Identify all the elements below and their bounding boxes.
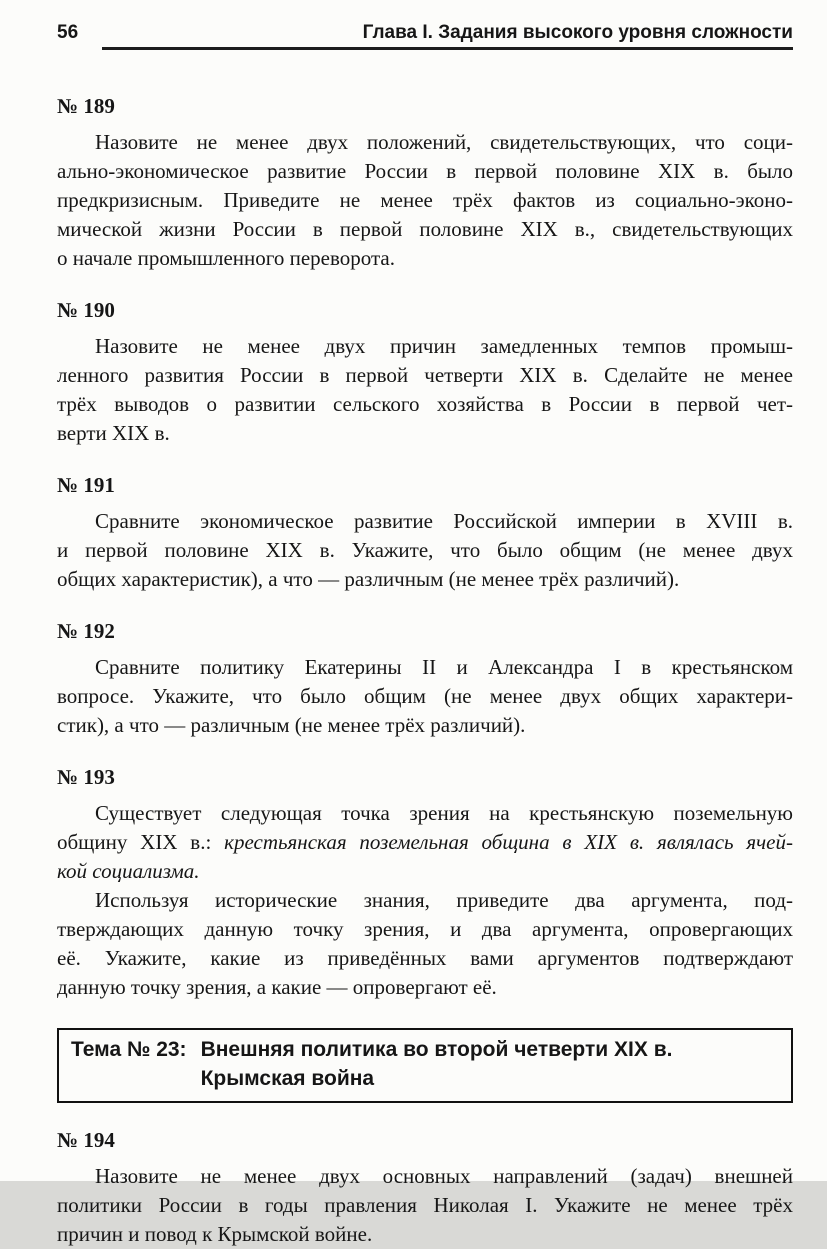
text-line: ально-экономическое развитие России в первой половине XIX в. было [57, 159, 793, 183]
text-line: и первой половине XIX в. Укажите, что было общим (не менее двух [57, 538, 793, 562]
text-line: Сравните политику Екатерины II и Александра I в крестьянском [95, 655, 793, 679]
text-line: данную точку зрения, а какие — опровергают её. [57, 975, 497, 999]
task-number: № 194 [57, 1128, 115, 1152]
text-line: Назовите не менее двух основных направлений (задач) внешней [95, 1164, 793, 1188]
task-191 [57, 472, 793, 594]
task-paragraph [57, 653, 793, 740]
page-number: 56 [57, 22, 79, 43]
text-line: Назовите не менее двух причин замедленных темпов промыш- [95, 334, 793, 358]
theme-title [201, 1035, 673, 1093]
text-line: Существует следующая точка зрения на крестьянскую поземельную [95, 801, 793, 825]
task-194 [57, 1127, 793, 1249]
text-line: тверждающих данную точку зрения, и два аргумента, опровергающих [57, 917, 793, 941]
chapter-header: Глава I. Задания высокого уровня сложности [362, 22, 793, 43]
running-header [57, 22, 793, 44]
task-number: № 193 [57, 765, 115, 789]
task-189 [57, 93, 793, 273]
text-line: политики России в годы правления Николая I. Укажите не менее трёх [57, 1193, 793, 1217]
theme-title-line-2: Крымская война [200, 1067, 375, 1090]
task-paragraph [57, 128, 793, 273]
task-190 [57, 297, 793, 448]
text-line: причин и повод к Крымской войне. [57, 1222, 373, 1246]
header-rule [102, 47, 793, 50]
text-line: Назовите не менее двух положений, свидетельствующих, что соци- [95, 130, 793, 154]
task-paragraph [57, 1162, 793, 1249]
text-line: её. Укажите, какие из приведённых вами аргументов подтверждают [57, 946, 793, 970]
text-line: общих характеристик), а что — различным (не менее трёх различий). [57, 567, 680, 591]
task-192 [57, 618, 793, 740]
text-line: вопросе. Укажите, что было общим (не менее двух общих характери- [57, 684, 793, 708]
text-line [57, 828, 793, 857]
quoted-viewpoint-text: крестьянская поземельная община в XIX в. являлась ячей- [224, 830, 794, 854]
text-line: верти XIX в. [57, 421, 170, 445]
text-line: стик), а что — различным (не менее трёх различий). [57, 713, 526, 737]
task-number: № 189 [57, 94, 115, 118]
text-line: мической жизни России в первой половине XIX в., свидетельствующих [57, 217, 793, 241]
task-paragraph [57, 332, 793, 448]
quoted-viewpoint-text: кой социализма. [57, 859, 200, 883]
theme-label: Тема № 23: [71, 1038, 187, 1061]
text-line: предкризисным. Приведите не менее трёх фактов из социально-эконо- [57, 188, 793, 212]
theme-title-line-1: Внешняя политика во второй четверти XIX в. [200, 1038, 673, 1061]
text-segment: общину XIX в.: [57, 830, 225, 854]
text-line: о начале промышленного переворота. [57, 246, 395, 270]
task-number: № 191 [57, 473, 115, 497]
task-number: № 190 [57, 298, 115, 322]
theme-heading-box [57, 1028, 793, 1103]
text-line: Используя исторические знания, приведите два аргумента, под- [95, 888, 793, 912]
task-paragraph [57, 799, 793, 886]
task-number: № 192 [57, 619, 115, 643]
text-line: трёх выводов о развитии сельского хозяйства в России в первой чет- [57, 392, 793, 416]
task-193 [57, 764, 793, 1002]
text-line: ленного развития России в первой четверти XIX в. Сделайте не менее [57, 363, 793, 387]
task-paragraph [57, 507, 793, 594]
task-paragraph [57, 886, 793, 1002]
text-line: Сравните экономическое развитие Российской империи в XVIII в. [95, 509, 793, 533]
